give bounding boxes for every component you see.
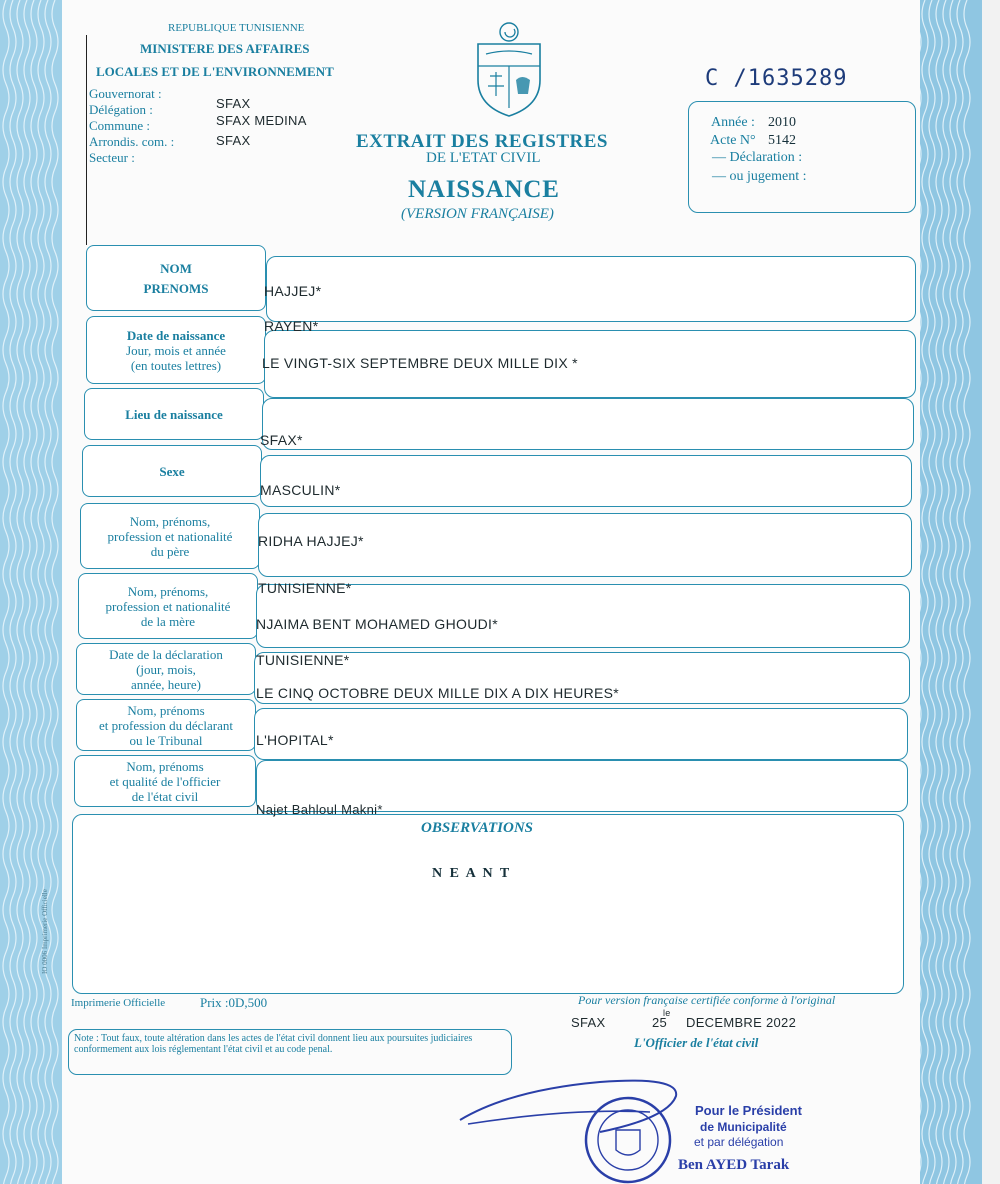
acte-label: Acte N° [710, 133, 756, 148]
jugement-label: — ou jugement : [712, 169, 807, 184]
label-nom-prenoms [86, 245, 266, 311]
arrondis-value: SFAX [216, 133, 251, 148]
ministry-line2: LOCALES ET DE L'ENVIRONNEMENT [96, 64, 334, 79]
label-decl-line2: (jour, mois, [136, 661, 196, 677]
left-rule [86, 35, 87, 245]
label-nom: NOM [160, 260, 192, 276]
value-nom: HAJJEJ* [264, 283, 322, 299]
field-nom-prenoms [266, 256, 916, 322]
label-pere [80, 503, 260, 569]
label-prenoms: PRENOMS [143, 280, 209, 296]
annee-value: 2010 [768, 115, 796, 130]
label-date-line1: Date de naissance [126, 327, 226, 343]
label-declarant-line3: ou le Tribunal [129, 732, 203, 748]
title-version: (VERSION FRANÇAISE) [401, 206, 554, 222]
delegation-value: SFAX [216, 96, 251, 111]
prix-label: Prix :0D,500 [200, 995, 268, 1010]
label-sexe-text: Sexe [159, 463, 185, 479]
value-lieu: SFAX* [260, 432, 303, 448]
label-officier-line3: de l'état civil [131, 788, 199, 804]
value-declarant: L'HOPITAL* [256, 732, 334, 748]
stamp-text-2: de Municipalité [700, 1120, 787, 1134]
commune-label: Commune : [89, 118, 151, 133]
title-line2: DE L'ETAT CIVIL [426, 150, 541, 166]
label-decl-line1: Date de la déclaration [109, 646, 223, 662]
observations-title: OBSERVATIONS [421, 820, 533, 836]
label-declarant [76, 699, 256, 751]
label-mere-line3: de la mère [140, 613, 196, 629]
stamp-text-1: Pour le Président [695, 1103, 802, 1118]
issue-day: 25 [652, 1015, 668, 1030]
declaration-label: — Déclaration : [712, 150, 803, 165]
observations-box [72, 814, 904, 994]
side-print-code: IO 0006 Imprimerie Officielle [41, 889, 49, 974]
value-officier: Najet Bahloul Makni* [256, 802, 383, 817]
label-officier-line1: Nom, prénoms [126, 758, 204, 774]
field-declarant [254, 708, 908, 760]
value-pere-nationalite: TUNISIENNE* [258, 580, 352, 596]
label-mere [78, 573, 258, 639]
right-margin [982, 0, 1000, 1184]
officier-etat-civil-label: L'Officier de l'état civil [634, 1035, 759, 1050]
label-declaration [76, 643, 256, 695]
coat-of-arms-emblem [470, 20, 548, 118]
official-stamp-signature [450, 1060, 710, 1184]
signatory-name: Ben AYED Tarak [678, 1157, 790, 1173]
issue-city: SFAX [571, 1015, 606, 1030]
value-mere: NJAIMA BENT MOHAMED GHOUDI* [256, 616, 498, 632]
secteur-label: Secteur : [89, 150, 135, 165]
right-guilloche-border [912, 0, 982, 1184]
label-officier [74, 755, 256, 807]
republic-label: REPUBLIQUE TUNISIENNE [168, 22, 305, 34]
delegation-label: Délégation : [89, 102, 153, 117]
label-lieu-text: Lieu de naissance [125, 406, 223, 422]
label-date-line2: Jour, mois et année [126, 342, 226, 358]
label-mere-line2: profession et nationalité [105, 598, 231, 614]
issue-day-sup: le [663, 1008, 671, 1018]
label-date-line3: (en toutes lettres) [130, 357, 222, 373]
label-declarant-line1: Nom, prénoms [127, 702, 205, 718]
label-officier-line2: et qualité de l'officier [109, 773, 221, 789]
serial-number: C /1635289 [705, 66, 848, 91]
arrondis-label: Arrondis. com. : [89, 134, 175, 149]
title-main: NAISSANCE [408, 176, 560, 203]
left-guilloche-border [0, 0, 70, 1184]
label-decl-line3: année, heure) [130, 676, 201, 692]
legal-note: Note : Tout faux, toute altération dans les actes de l'état civil donnent lieu aux poursuites judiciaires conformement aux lois réglementant l'état civil et au code penal. [74, 1033, 473, 1055]
commune-value: SFAX MEDINA [216, 113, 307, 128]
title-line1: EXTRAIT DES REGISTRES [356, 131, 608, 152]
label-pere-line3: du père [150, 543, 190, 559]
value-sexe: MASCULIN* [260, 482, 341, 498]
label-declarant-line2: et profession du déclarant [99, 717, 233, 733]
label-mere-line1: Nom, prénoms, [127, 583, 209, 599]
label-sexe [82, 445, 262, 497]
imprimerie-label: Imprimerie Officielle [71, 997, 166, 1009]
label-pere-line2: profession et nationalité [107, 528, 233, 544]
field-lieu [262, 398, 914, 450]
label-lieu [84, 388, 264, 440]
conforme-label: Pour version française certifiée conforme à l'original [578, 993, 836, 1007]
observations-value: N E A N T [432, 866, 512, 881]
stamp-text-3: et par délégation [694, 1135, 784, 1149]
value-mere-nationalite: TUNISIENNE* [256, 652, 350, 668]
acte-value: 5142 [768, 133, 796, 148]
label-date-naissance [86, 316, 266, 384]
value-pere: RIDHA HAJJEJ* [258, 533, 364, 549]
value-prenoms: RAYEN* [264, 318, 319, 334]
gouvernorat-label: Gouvernorat : [89, 86, 162, 101]
value-declaration: LE CINQ OCTOBRE DEUX MILLE DIX A DIX HEURES* [256, 685, 620, 701]
value-date: LE VINGT-SIX SEPTEMBRE DEUX MILLE DIX * [262, 355, 578, 371]
issue-month-year: DECEMBRE 2022 [686, 1015, 797, 1030]
ministry-line1: MINISTERE DES AFFAIRES [140, 41, 310, 56]
label-pere-line1: Nom, prénoms, [129, 513, 211, 529]
annee-label: Année : [711, 115, 755, 130]
field-sexe [260, 455, 912, 507]
